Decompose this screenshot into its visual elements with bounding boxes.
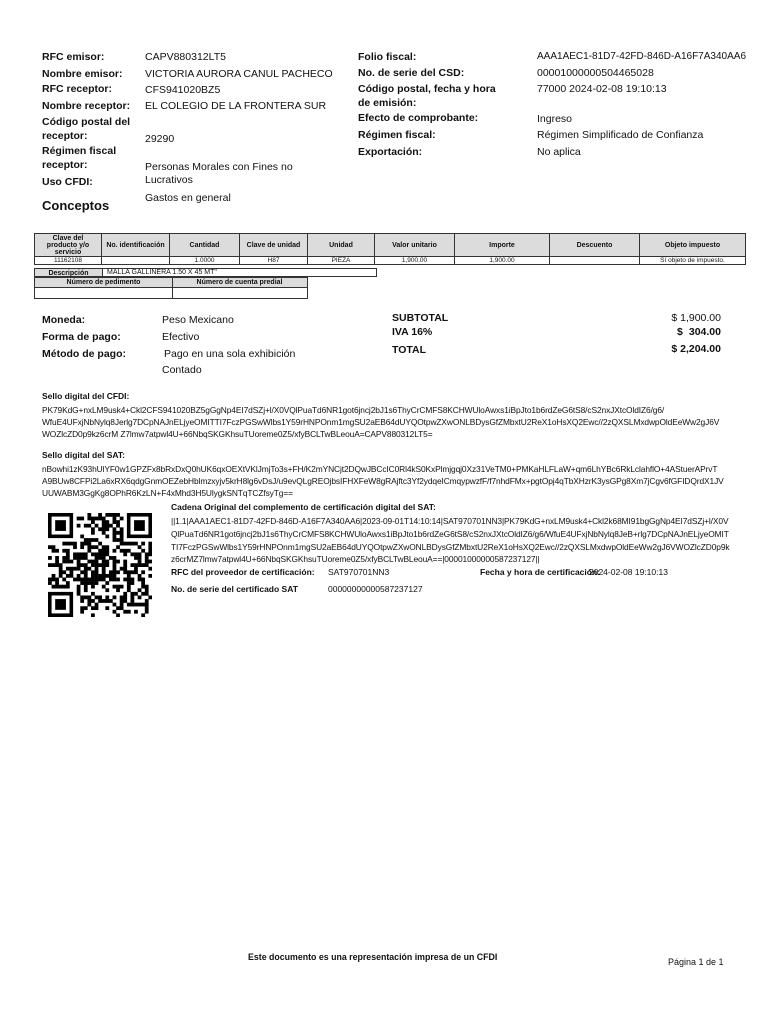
- nombre-emisor-value: VICTORIA AURORA CANUL PACHECO: [145, 68, 333, 80]
- exportacion-label: Exportación:: [358, 146, 423, 158]
- col-objeto-impuesto: Objeto impuesto: [640, 234, 746, 257]
- subtotal-label: SUBTOTAL: [392, 312, 449, 324]
- serie-csd-label: No. de serie del CSD:: [358, 67, 465, 79]
- rfc-emisor-value: CAPV880312LT5: [145, 51, 226, 63]
- rfc-receptor-value: CFS941020BZ5: [145, 84, 221, 96]
- concepts-header-row: [35, 234, 746, 257]
- sello-cfdi-line-2: WfuE4UFxjNbNylq8Jerlg7DCpNAJnELjyeOMITTI7FczPGSwWlbs1Y59rHNPOnm1mgSU2aEB64dUYQOtpwZXwONLBDysGfZMbxtU2ReX1oHsXQ2Ewc//2zQXSLMxdwpOldEeWw2gJ6V: [42, 417, 720, 427]
- serie-csd-value: 00001000000504465028: [537, 67, 654, 79]
- cell-descuento: [550, 257, 640, 265]
- cp-receptor-label: Código postal del receptor:: [42, 116, 131, 142]
- col-no-identificacion: No. identificación: [102, 234, 170, 257]
- uso-cfdi-value: Gastos en general: [145, 192, 231, 204]
- cell-objeto-impuesto: Sí objeto de impuesto.: [640, 257, 746, 265]
- rfc-proveedor-value: SAT970701NN3: [328, 567, 390, 577]
- metodo-pago-value-2: Contado: [162, 364, 202, 376]
- forma-pago-label: Forma de pago:: [42, 331, 121, 343]
- subtotal-value: $ 1,900.00: [671, 312, 721, 324]
- sello-sat-title: Sello digital del SAT:: [42, 450, 125, 460]
- metodo-pago-value: Pago en una sola exhibición: [164, 348, 296, 360]
- cadena-title: Cadena Original del complemento de certificación digital del SAT:: [171, 502, 436, 512]
- rfc-proveedor-label: RFC del proveedor de certificación:: [171, 567, 315, 577]
- serie-cert-label: No. de serie del certificado SAT: [171, 584, 298, 594]
- pedimento-label: Número de pedimento: [35, 278, 173, 287]
- sello-cfdi-title: Sello digital del CFDI:: [42, 391, 130, 401]
- cp-receptor-value: 29290: [145, 133, 175, 145]
- col-cantidad: Cantidad: [170, 234, 240, 257]
- cell-clave-unidad: H87: [240, 257, 308, 265]
- conceptos-title: Conceptos: [42, 198, 110, 213]
- pedimento-box: [34, 277, 308, 299]
- forma-pago-value: Efectivo: [162, 331, 200, 343]
- col-clave-producto: Clave del producto y/o servicio: [35, 234, 102, 257]
- sello-sat-line-1: nBowhi1zK93hUlYF0w1GPZFx8bRxDxQ0hUK6qxOEXtVKlJmjTo3s+FH/K2mYNCjt2DQwJBCcIC0Rl4kS0KxPlmjgqj0Xz31VeTM0+PMKaHLFLaW+qm6LhYBc6RkLclahflO+4AStuerAPrvT: [42, 464, 718, 474]
- cadena-line-4: z6crMZ7lmw7atpwl4U+66NbqSKGKhsuTUoreme0Z5/xfyBCLTwBLeouA==|00001000000587237127||: [171, 554, 540, 564]
- cell-importe: 1,900.00: [455, 257, 550, 265]
- cell-cantidad: 1.0000: [170, 257, 240, 265]
- descripcion-value: MALLA GALLINERA 1.50 X 45 MT": [107, 269, 217, 276]
- cp-fecha-value: 77000 2024-02-08 19:10:13: [537, 83, 667, 95]
- cell-no-identificacion: [102, 257, 170, 265]
- descripcion-row: [34, 268, 377, 277]
- nombre-receptor-label: Nombre receptor:: [42, 100, 131, 112]
- col-unidad: Unidad: [308, 234, 375, 257]
- total-value: $ 2,204.00: [671, 343, 721, 355]
- serie-cert-value: 00000000000587237127: [328, 584, 423, 594]
- col-valor-unitario: Valor unitario: [375, 234, 455, 257]
- qr-code-icon: [48, 513, 152, 617]
- cadena-line-2: QlPuaTd6NR1got6jncj2bJ1s6ThyCrCMFS8KCHWUloAwxs1iBpJto1b6rdZeG6tS8/cS2nxJXtcOldIZ6/g6/WfuE4UFxjNbNylq8JeB+rlg7DCpNAJnELjyeOMIT: [171, 529, 729, 539]
- page-number: Página 1 de 1: [668, 957, 724, 967]
- descripcion-label: Descripción: [35, 269, 103, 276]
- regimen-fiscal-value: Régimen Simplificado de Confianza: [537, 129, 704, 141]
- cp-fecha-label: Código postal, fecha y hora de emisión:: [358, 83, 496, 109]
- efecto-label: Efecto de comprobante:: [358, 112, 479, 124]
- pedimento-divider: [172, 287, 173, 299]
- concepts-table: [34, 233, 746, 265]
- col-clave-unidad: Clave de unidad: [240, 234, 308, 257]
- nombre-receptor-value: EL COLEGIO DE LA FRONTERA SUR: [145, 100, 327, 112]
- sello-cfdi-line-1: PK79KdG+nxLM9usk4+Ckl2CFS941020BZ5gGgNp4EI7dSZj+l/X0VQlPuaTd6NR1got6jncj2bJ1s6ThyCrCMFS8KCHWUloAwxs1iBpJto1b6rdZeG6tS8/cS2nxJXtcOldIZ6/g6/: [42, 405, 665, 415]
- folio-fiscal-value: AAA1AEC1-81D7-42FD-846D-A16F7A340AA6: [537, 51, 746, 62]
- exportacion-value: No aplica: [537, 146, 581, 158]
- regimen-receptor-label: Régimen fiscal receptor:: [42, 145, 117, 171]
- regimen-receptor-value: Personas Morales con Fines no Lucrativos: [145, 161, 293, 186]
- cell-unidad: PIEZA: [308, 257, 375, 265]
- iva-currency: $: [677, 326, 683, 338]
- predial-label: Número de cuenta predial: [196, 279, 283, 286]
- sello-sat-line-2: A9BUw8CFPi2La6xRX6qdgGnmOEZebHblmzxyjv5krH8lg6vDsJ/u9evQLgREOjbsIFHXFeW8gRAjftc3Yf2ydqeICmqypwzfF/f7nhdFMx+pgtOpj4qTbXHzrK3ysGPg8Xm7jCgv6fGFIDQrdX1JV: [42, 476, 724, 486]
- rfc-emisor-label: RFC emisor:: [42, 51, 105, 63]
- sello-cfdi-line-3: WOZlcZD0p9kz6crM Z7lmw7atpwl4U+66NbqSKGKhsuTUoreme0Z5/xfyBCLTwBLeouA=CAPV880312LT5=: [42, 429, 433, 439]
- metodo-pago-label: Método de pago:: [42, 348, 126, 360]
- iva-value: 304.00: [688, 326, 721, 338]
- cadena-line-1: ||1.1|AAA1AEC1-81D7-42FD-846D-A16F7A340AA6|2023-09-01T14:10:14|SAT970701NN3|PK79KdG+nxLM9usk4+Ckl2k68MI91bgGgNp4EI7dSZj+l/X0V: [171, 516, 729, 526]
- regimen-fiscal-label: Régimen fiscal:: [358, 129, 436, 141]
- table-row: [35, 257, 746, 265]
- cell-valor-unitario: 1,900.00: [375, 257, 455, 265]
- efecto-value: Ingreso: [537, 113, 573, 125]
- iva-label: IVA 16%: [392, 326, 433, 338]
- cadena-line-3: TI7FczPGSwWlbs1Y59rHNPOnm1mgSU2aEB64dUYQOtpwZXwONLBDysGfZMbxtU2ReX1oHsXQ2Ewc//2zQXSLMxdwpOldEeWw2gJ6VWOZlcZD0p9k: [171, 542, 730, 552]
- total-label: TOTAL: [392, 344, 427, 356]
- nombre-emisor-label: Nombre emisor:: [42, 68, 123, 80]
- footer-note: Este documento es una representación impresa de un CFDI: [248, 952, 498, 962]
- moneda-label: Moneda:: [42, 314, 86, 326]
- moneda-value: Peso Mexicano: [162, 314, 234, 326]
- fecha-cert-value: 2024-02-08 19:10:13: [589, 567, 668, 577]
- fecha-cert-label: Fecha y hora de certificación:: [480, 567, 600, 577]
- col-importe: Importe: [455, 234, 550, 257]
- rfc-receptor-label: RFC receptor:: [42, 83, 113, 95]
- sello-sat-line-3: UUWABM3GgKg8OPhR6KzLN+F4xMhd3H5UlygkSNTqTCZfsyTg==: [42, 488, 293, 498]
- cell-clave-producto: 11162108: [35, 257, 102, 265]
- col-descuento: Descuento: [550, 234, 640, 257]
- folio-fiscal-label: Folio fiscal:: [358, 51, 417, 63]
- uso-cfdi-label: Uso CFDI:: [42, 176, 93, 188]
